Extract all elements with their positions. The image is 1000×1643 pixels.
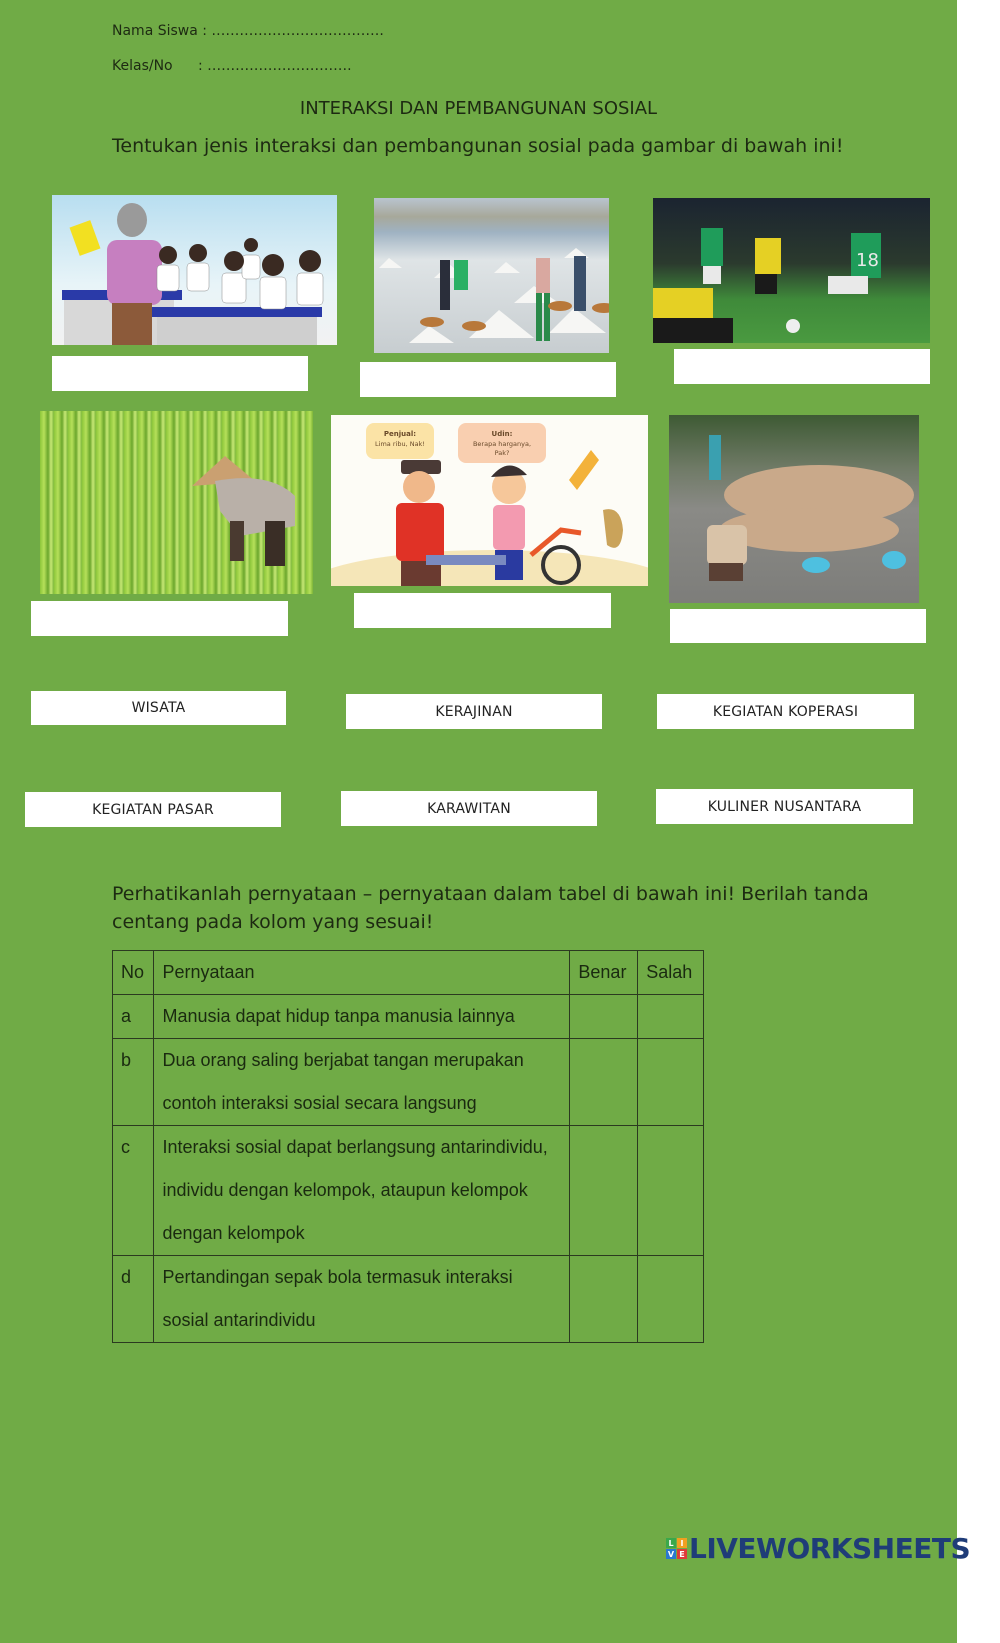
picture-rice-farmer — [40, 411, 313, 594]
answer-box-1[interactable] — [52, 356, 308, 391]
answer-box-5[interactable] — [354, 593, 611, 628]
label-kegiatan-pasar[interactable]: KEGIATAN PASAR — [25, 792, 281, 827]
picture-market — [331, 415, 648, 586]
picture-football — [653, 198, 930, 343]
student-name-field: Nama Siswa : ………………………………. — [112, 23, 384, 39]
logo-blocks-icon: L I V E — [666, 1538, 687, 1559]
statement-cell: Pertandingan sepak bola termasuk interaksi sosial antarindividu — [154, 1256, 570, 1343]
benar-checkbox-a[interactable] — [570, 995, 638, 1039]
svg-text:Pak?: Pak? — [494, 449, 510, 457]
instruction-text: Tentukan jenis interaksi dan pembangunan sosial pada gambar di bawah ini! — [112, 135, 844, 157]
statement-cell: Manusia dapat hidup tanpa manusia lainnya — [154, 995, 570, 1039]
class-label: Kelas/No — [112, 58, 173, 74]
picture-classroom — [52, 195, 337, 345]
label-kerajinan[interactable]: KERAJINAN — [346, 694, 602, 729]
picture-salt-farmers — [374, 198, 609, 353]
label-kegiatan-koperasi[interactable]: KEGIATAN KOPERASI — [657, 694, 914, 729]
liveworksheets-logo[interactable] — [666, 1532, 970, 1565]
statement-table — [112, 950, 704, 1343]
row-number: c — [113, 1126, 154, 1256]
statement-cell: Dua orang saling berjabat tangan merupakan contoh interaksi sosial secara langsung — [154, 1039, 570, 1126]
salah-checkbox-d[interactable] — [638, 1256, 704, 1343]
table-row — [113, 1256, 704, 1343]
row-number: a — [113, 995, 154, 1039]
label-kuliner-nusantara[interactable]: KULINER NUSANTARA — [656, 789, 913, 824]
statement-cell: Interaksi sosial dapat berlangsung antarindividu, individu dengan kelompok, ataupun kelompok dengan kelompok — [154, 1126, 570, 1256]
table-header-row — [113, 951, 704, 995]
bubble-buyer-text: Berapa harganya, — [472, 440, 532, 448]
answer-box-6[interactable] — [670, 609, 926, 643]
answer-box-3[interactable] — [674, 349, 930, 384]
header-no: No — [113, 951, 154, 995]
label-karawitan[interactable]: KARAWITAN — [341, 791, 597, 826]
scouts-photo — [669, 415, 919, 603]
answer-box-4[interactable] — [31, 601, 288, 636]
label-wisata[interactable]: WISATA — [31, 691, 286, 725]
salah-checkbox-a[interactable] — [638, 995, 704, 1039]
table-row — [113, 1039, 704, 1126]
section2-instruction-line2: centang pada kolom yang sesuai! — [112, 911, 434, 933]
market-illustration — [331, 415, 648, 586]
svg-text:18: 18 — [856, 250, 879, 271]
benar-checkbox-c[interactable] — [570, 1126, 638, 1256]
bubble-seller-text: Lima ribu, Nak! — [375, 440, 425, 448]
header-benar: Benar — [570, 951, 638, 995]
benar-checkbox-b[interactable] — [570, 1039, 638, 1126]
class-field: : …………………………. — [198, 58, 352, 74]
table-row — [113, 995, 704, 1039]
salah-checkbox-b[interactable] — [638, 1039, 704, 1126]
benar-checkbox-d[interactable] — [570, 1256, 638, 1343]
picture-scouts — [669, 415, 919, 603]
logo-text: LIVEWORKSHEETS — [689, 1532, 971, 1565]
salt-field-photo — [374, 198, 609, 353]
football-photo — [653, 198, 930, 343]
bubble-buyer-title: Udin: — [491, 430, 513, 438]
page-title: INTERAKSI DAN PEMBANGUNAN SOSIAL — [299, 98, 658, 119]
header-salah: Salah — [638, 951, 704, 995]
table-row — [113, 1126, 704, 1256]
rice-field-photo — [40, 411, 313, 594]
section2-instruction-line1: Perhatikanlah pernyataan – pernyataan dalam tabel di bawah ini! Berilah tanda — [112, 883, 869, 905]
classroom-illustration — [52, 195, 337, 345]
row-number: d — [113, 1256, 154, 1343]
row-number: b — [113, 1039, 154, 1126]
bubble-seller-title: Penjual: — [383, 430, 417, 438]
answer-box-2[interactable] — [360, 362, 616, 397]
salah-checkbox-c[interactable] — [638, 1126, 704, 1256]
header-pernyataan: Pernyataan — [154, 951, 570, 995]
